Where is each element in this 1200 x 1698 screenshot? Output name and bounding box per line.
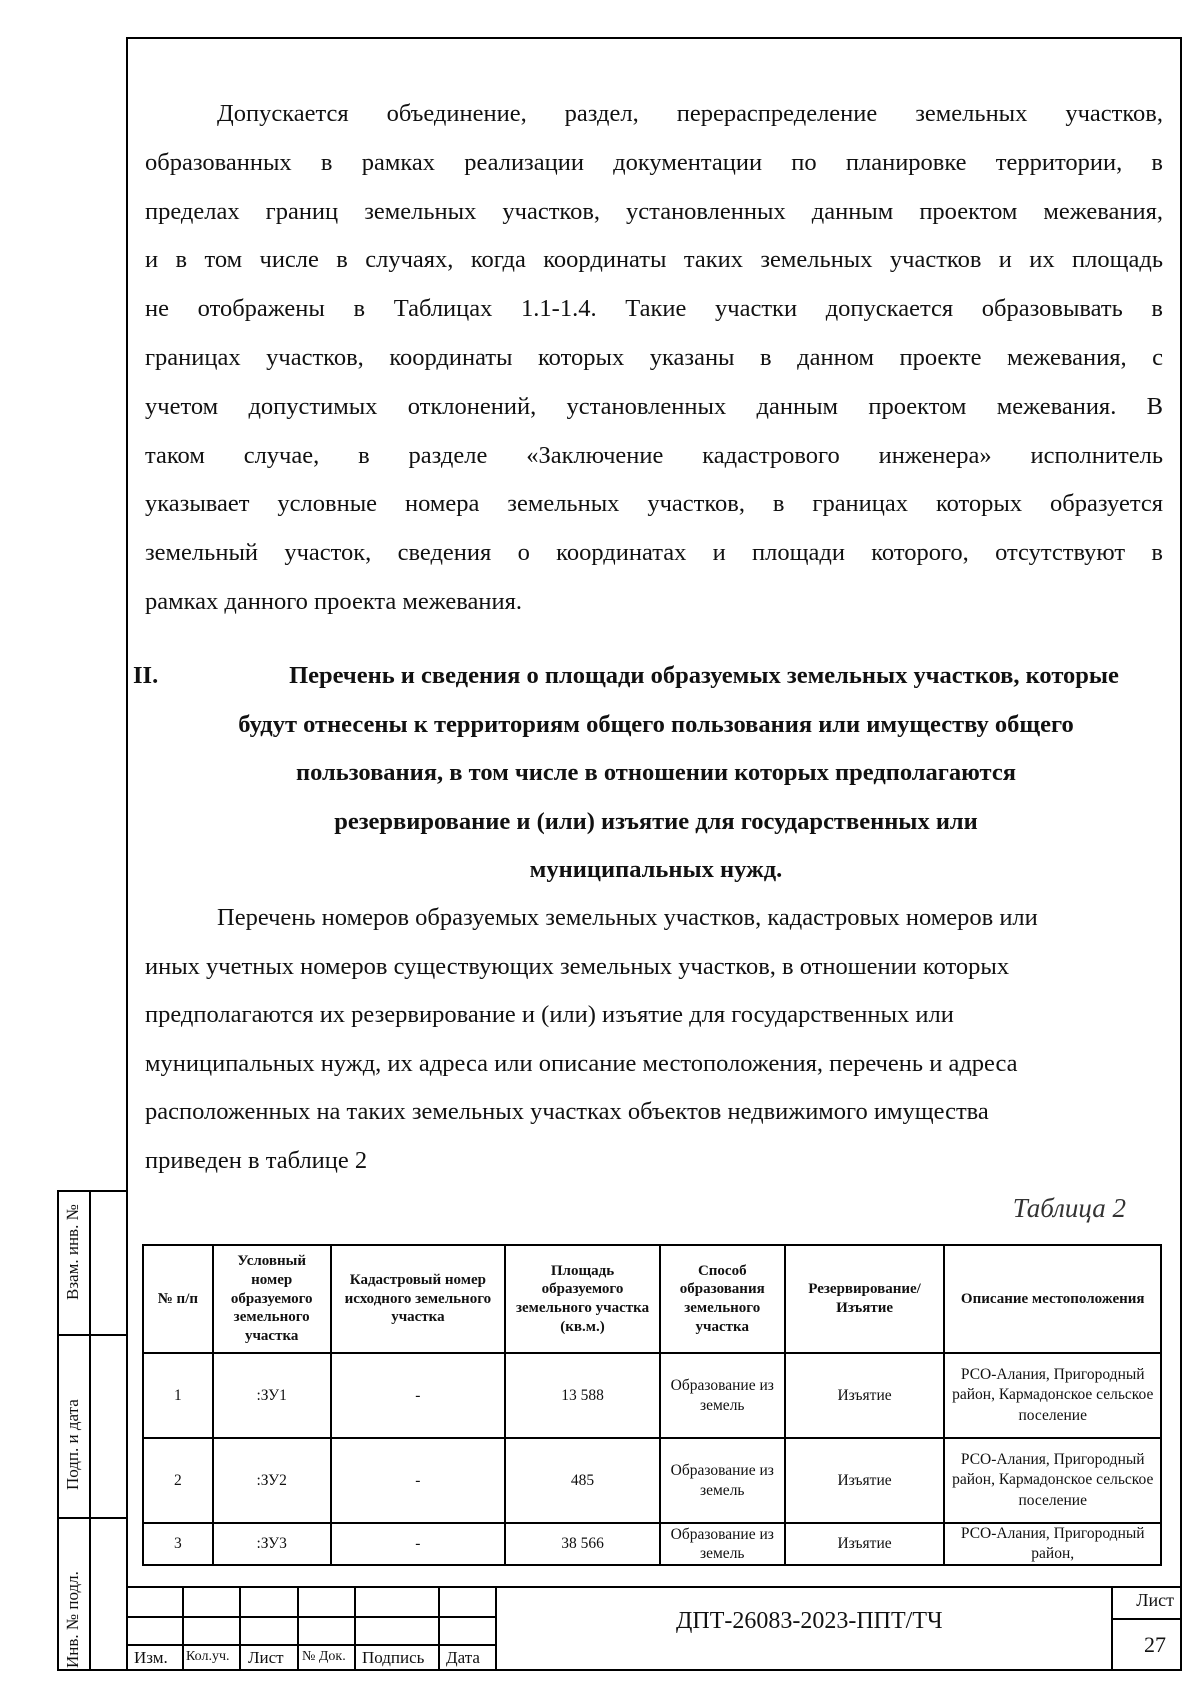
cell-reservation: Изъятие <box>785 1523 945 1565</box>
side-label-inv: Инв. № подл. <box>63 1571 82 1668</box>
cell-reservation: Изъятие <box>785 1438 945 1523</box>
text-line: Допускается объединение, раздел, перераспределение земельных участков, <box>217 100 1163 127</box>
cell-area: 38 566 <box>505 1523 660 1565</box>
header-location: Описание местоположения <box>944 1245 1161 1353</box>
cell-location: РСО-Алания, Пригородный район, Кармадонское сельское поселение <box>944 1353 1161 1438</box>
header-area: Площадь образуемого земельного участка (кв.м.) <box>505 1245 660 1353</box>
text-line: муниципальных нужд, их адреса или описание местоположения, перечень и адреса <box>145 1049 1018 1077</box>
text-line: границах участков, координаты которых указаны в данном проекте межевания, с <box>145 343 1163 371</box>
heading-line: Перечень и сведения о площади образуемых земельных участков, которые <box>289 662 1119 689</box>
table-header-row <box>143 1245 1161 1353</box>
cell-method: Образование из земель <box>660 1353 785 1438</box>
header-method: Способ образования земельного участка <box>660 1245 785 1353</box>
heading-line: будут отнесены к территориям общего пользования или имуществу общего <box>238 710 1074 738</box>
land-plots-table <box>142 1244 1162 1566</box>
cell-location: РСО-Алания, Пригородный район, Кармадонское сельское поселение <box>944 1438 1161 1523</box>
side-label-podp: Подп. и дата <box>63 1399 82 1490</box>
cell-number: 1 <box>143 1353 213 1438</box>
text-line: иных учетных номеров существующих земельных участков, в отношении которых <box>145 952 1010 980</box>
cell-location: РСО-Алания, Пригородный район, <box>944 1523 1161 1565</box>
header-reservation: Резервирование/ Изъятие <box>785 1245 945 1353</box>
text-line: приведен в таблице 2 <box>145 1146 368 1174</box>
table-row <box>143 1523 1161 1565</box>
heading-line: резервирование и (или) изъятие для государственных или <box>334 807 978 835</box>
sheet-number: 27 <box>1144 1632 1166 1657</box>
paragraph-2 <box>145 894 1163 1186</box>
header-plot-id: Условный номер образуемого земельного участка <box>213 1245 331 1353</box>
stamp-list: Лист <box>248 1648 284 1667</box>
document-code: ДПТ-26083-2023-ППТ/ТЧ <box>676 1608 943 1634</box>
text-line: пределах границ земельных участков, установленных данным проектом межевания, <box>145 197 1163 225</box>
text-line: предполагаются их резервирование и (или) изъятие для государственных или <box>145 1001 954 1029</box>
cell-plot-id: :ЗУ2 <box>213 1438 331 1523</box>
table-row <box>143 1438 1161 1523</box>
sheet-label: Лист <box>1136 1590 1174 1610</box>
text-line: рамках данного проекта межевания. <box>145 587 522 615</box>
cell-method: Образование из земель <box>660 1523 785 1565</box>
cell-plot-id: :ЗУ3 <box>213 1523 331 1565</box>
text-line: образованных в рамках реализации документации по планировке территории, в <box>145 148 1163 176</box>
table-row <box>143 1353 1161 1438</box>
table-caption: Таблица 2 <box>1012 1193 1126 1223</box>
text-line: Перечень номеров образуемых земельных участков, кадастровых номеров или <box>217 904 1038 931</box>
text-line: учетом допустимых отклонений, установленных данным проектом межевания. В <box>145 392 1163 420</box>
cell-reservation: Изъятие <box>785 1353 945 1438</box>
stamp-doc: № Док. <box>302 1649 346 1664</box>
cell-number: 2 <box>143 1438 213 1523</box>
heading-line: муниципальных нужд. <box>529 856 783 884</box>
cell-plot-id: :ЗУ1 <box>213 1353 331 1438</box>
paragraph-1 <box>145 90 1163 627</box>
header-cadastral: Кадастровый номер исходного земельного участка <box>331 1245 506 1353</box>
side-label-vzam: Взам. инв. № <box>63 1204 82 1300</box>
cell-method: Образование из земель <box>660 1438 785 1523</box>
section-number: II. <box>133 662 159 689</box>
text-line: не отображены в Таблицах 1.1-1.4. Такие участки допускается образовывать в <box>145 295 1163 323</box>
cell-cadastral: - <box>331 1353 506 1438</box>
text-line: земельный участок, сведения о координатах и площади которого, отсутствуют в <box>145 539 1163 567</box>
text-line: таком случае, в разделе «Заключение кадастрового инженера» исполнитель <box>145 441 1163 469</box>
cell-area: 13 588 <box>505 1353 660 1438</box>
text-line: и в том числе в случаях, когда координаты таких земельных участков и их площадь <box>145 246 1163 274</box>
cell-cadastral: - <box>331 1523 506 1565</box>
section-heading <box>133 652 1179 895</box>
heading-line: пользования, в том числе в отношении которых предполагаются <box>295 759 1016 787</box>
stamp-podpis: Подпись <box>362 1648 425 1667</box>
text-line: указывает условные номера земельных участков, в границах которых образуется <box>145 490 1163 518</box>
title-block <box>126 1586 1182 1671</box>
header-number: № п/п <box>143 1245 213 1353</box>
cell-area: 485 <box>505 1438 660 1523</box>
stamp-data: Дата <box>446 1648 480 1667</box>
stamp-kol: Кол.уч. <box>186 1649 230 1664</box>
stamp-izm: Изм. <box>134 1648 168 1667</box>
text-line: расположенных на таких земельных участках объектов недвижимого имущества <box>145 1098 989 1126</box>
cell-cadastral: - <box>331 1438 506 1523</box>
cell-number: 3 <box>143 1523 213 1565</box>
